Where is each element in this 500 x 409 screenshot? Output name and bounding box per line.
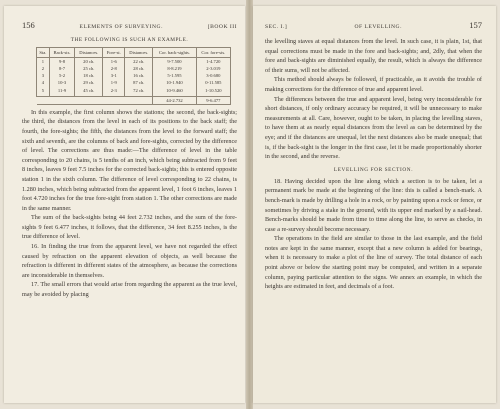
col-header-fore-distances: Distances. [125,48,153,58]
paragraph: the levelling staves at equal distances from the level. In such case, it is plain, 1st, that equal corrections must be made in the fore and back-sights; and, 2dly, that when the fore and back-sights are diminished equally, the result, which is always the difference of their sums, will not be affected. [265,38,482,74]
table-cell: 2-8 [103,65,125,72]
paragraph: 18. Having decided upon the line along which a section is to be taken, let a permanent mark be made at the beginning of the line: this is called a bench-mark. A bench-mark is made by drilling a hole in a rock, or by painting upon a rock or fence, or sometimes by driving a stake in the ground, with its upper end marked by a nail-head. Bench-marks should be made from time to time along the line, to serve as checks, in case a re-survey should become necessary. [265,177,482,233]
col-header-cor-back: Cor. back-sights. [153,48,196,58]
table-cell: 3-0.680 [196,72,230,79]
table-header-row [37,48,231,58]
right-section-label: SEC. I.] [265,24,288,30]
table-cell: 1 [37,58,50,66]
total-fore-sights: 9-6.477 [196,96,230,104]
table-cell: 9-8 [49,58,74,66]
left-page-number: 156 [22,20,35,30]
table-cell: 1-9 [103,79,125,86]
table-totals-row [37,96,231,104]
table-cell: 8-7 [49,65,74,72]
table-cell: 25 ch. [75,65,103,72]
total-back-sights: 44-2.732 [153,96,196,104]
table-cell: 18 ch. [75,72,103,79]
levelling-table [36,47,231,105]
right-page-content [265,20,482,397]
table-cell: 10-1.940 [153,79,196,86]
table-cell: 22 ch. [125,58,153,66]
table-row [37,79,231,86]
table-cell: 20 ch. [75,58,103,66]
paragraph: The operations in the field are similar to those in the last example, and the field notes are kept in the same manner, except that a new column is added for bearings, when it is necessary to make a plot of the line of survey. The total distance of each point above or below the starting point may be computed, and written in a separate column, paying particular attention to the signs. We annex an example, in which the heights are estimated in feet, and decimals of a foot. [265,235,482,291]
table-cell: 2-3 [103,87,125,97]
table-row [37,87,231,97]
table-cell: 5 [37,87,50,97]
table-cell: 45 ch. [75,87,103,97]
col-header-station: Sta. [37,48,50,58]
table-caption: THE FOLLOWING IS SUCH AN EXAMPLE. [70,37,189,43]
table-row [37,72,231,79]
table-cell: 5-2 [49,72,74,79]
paragraph: In this example, the first column shows the stations; the second, the back-sights; the third, the distances from the level in each of its positions to the back staff; the fourth, the fore-sights; the fifth, the distances from the level to the forward staff; the sixth and seventh, are the columns of back and fore-sights, corrected by the difference of level. The corrections are thus made:—The difference of level in the table corresponding to 20 chains, is 5 tenths of an inch, which being subtracted from 9 feet 8 inches, leaves 9 feet 7.5 inches for the corrected back-sights; this is entered opposite station 1 in the sixth column. The difference of level corresponding to 22 chains, is 1.280 inches, which being subtracted from the apparent level, 1 foot 6 inches, leaves 1 foot 4.720 inches for the true fore-sight from station 1. The other corrections are made in the same manner. [22,108,237,212]
table-cell: 16 ch. [125,72,153,79]
col-header-back-sights: Back-sts. [49,48,74,58]
table-cell: 3 [37,72,50,79]
paragraph: 17. The small errors that would arise from regarding the apparent as the true level, may be avoided by placing [22,281,237,299]
table-cell: 9-7.500 [153,58,196,66]
right-page-number: 157 [469,20,482,30]
right-page [253,6,496,403]
table-row [37,65,231,72]
paragraph: The differences between the true and apparent level, being very inconsiderable for short distances, if only ordinary accuracy be required, it will be unnecessary to make measurements at all. Care, however, ought to be taken, in placing the levelling staves, to have them at as nearly equal distances from the level as can be determined by the eye; and if the distances are unequal, let the next distances also be made unequal; that is, if the back-sight is the longer in the first case, let it be made proportionably shorter in the second, and the reverse. [265,95,482,161]
left-page [4,6,245,403]
col-header-back-distances: Distances. [75,48,103,58]
left-book-label: [BOOK III [207,24,237,30]
right-running-head [265,20,482,30]
table-cell: 2 [37,65,50,72]
table-cell: 1-6 [103,58,125,66]
table-row [37,58,231,66]
paragraph: The sum of the back-sights being 44 feet 2.732 inches, and the sum of the fore-sights 9 feet 6.477 inches, it follows, that the difference, 34 feet 8.255 inches, is the true difference of level. [22,214,237,241]
table-cell: 10-9.460 [153,87,196,97]
table-cell: 4 [37,79,50,86]
left-running-title: ELEMENTS OF SURVEYING. [79,24,163,30]
table-cell: 3-1 [103,72,125,79]
table-cell: 29 ch. [75,79,103,86]
left-running-head [22,20,237,30]
section-heading: LEVELLING FOR SECTION. [333,166,414,173]
left-page-content [22,20,237,397]
paragraph: 16. In finding the true from the apparent level, we have not regarded the effect caused by refraction on the apparent elevation of objects, as well because the refraction is different in different states of the atmosphere, as because the corrections are inconsiderable in themselves. [22,243,237,279]
table-cell: 10-3 [49,79,74,86]
right-running-title: OF LEVELLING. [354,24,402,30]
table-cell: 11-9 [49,87,74,97]
table-cell: 0-11.585 [196,79,230,86]
table-cell: 5-1.595 [153,72,196,79]
table-cell: 1-10.520 [196,87,230,97]
col-header-cor-fore: Cor. fore-sts. [196,48,230,58]
col-header-fore-sights: Fore-st. [103,48,125,58]
table-cell: 87 ch. [125,79,153,86]
table-cell: 8-8.219 [153,65,196,72]
paragraph: This method should always be followed, if practicable, as it avoids the trouble of making corrections for the difference of true and apparent level. [265,76,482,93]
table-cell: 1-4.720 [196,58,230,66]
table-cell: 2-3.019 [196,65,230,72]
table-cell: 28 ch. [125,65,153,72]
table-cell: 72 ch. [125,87,153,97]
book-gutter [246,0,253,409]
